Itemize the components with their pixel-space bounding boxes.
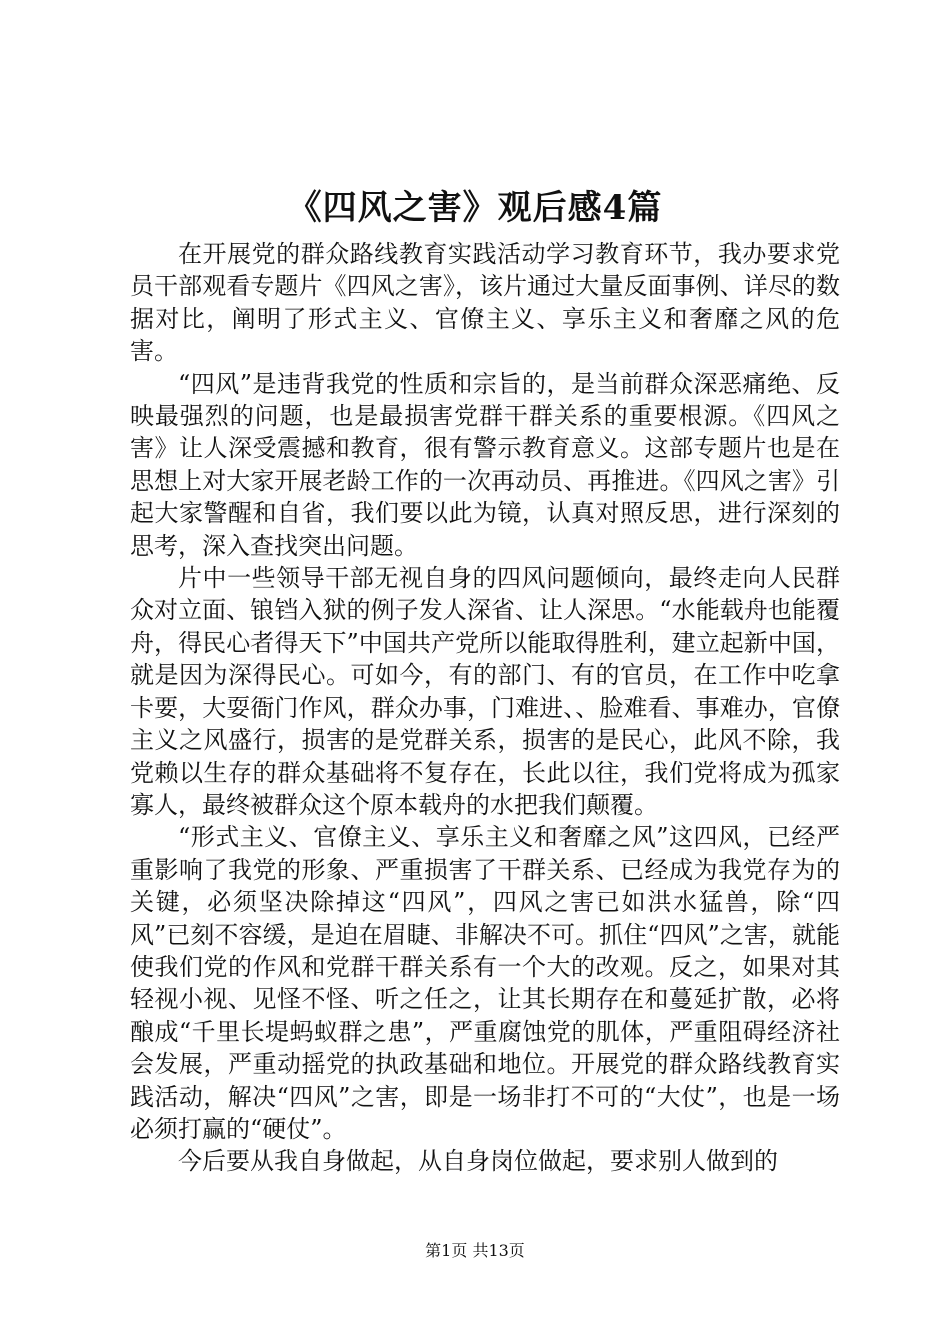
paragraph-3: 片中一些领导干部无视自身的四风问题倾向，最终走向人民群众对立面、锒铛入狱的例子发人深省、让人深思。“水能载舟也能覆舟，得民心者得天下”中国共产党所以能取得胜利，建立起新中国，就是因为深得民心。可如今，有的部门、有的官员，在工作中吃拿卡要，大耍衙门作风，群众办事，门难进、、脸难看、事难办，官僚主义之风盛行，损害的是党群关系，损害的是民心，此风不除，我党赖以生存的群众基础将不复存在，长此以往，我们党将成为孤家寡人，最终被群众这个原本载舟的水把我们颠覆。 xyxy=(130,564,840,819)
paragraph-4: “形式主义、官僚主义、享乐主义和奢靡之风”这四风，已经严重影响了我党的形象、严重损害了干群关系、已经成为我党存为的关键，必须坚决除掉这“四风”，四风之害已如洪水猛兽，除“四风”已刻不容缓，是迫在眉睫、非解决不可。抓住“四风”之害，就能使我们党的作风和党群干群关系有一个大的改观。反之，如果对其轻视小视、见怪不怪、听之任之，让其长期存在和蔓延扩散，必将酿成“千里长堤蚂蚁群之患”，严重腐蚀党的肌体，严重阻碍经济社会发展，严重动摇党的执政基础和地位。开展党的群众路线教育实践活动，解决“四风”之害，即是一场非打不可的“大仗”，也是一场必须打赢的“硬仗”。 xyxy=(130,823,840,1143)
paragraph-5: 今后要从我自身做起，从自身岗位做起，要求别人做到的 xyxy=(178,1147,778,1176)
document-title: 《四风之害》观后感4篇 xyxy=(287,188,663,228)
paragraph-1: 在开展党的群众路线教育实践活动学习教育环节，我办要求党员干部观看专题片《四风之害》，该片通过大量反面事例、详尽的数据对比，阐明了形式主义、官僚主义、享乐主义和奢靡之风的危害。 xyxy=(130,240,840,366)
document-body xyxy=(130,238,840,1178)
page-footer: 第1页 共13页 xyxy=(425,1241,525,1260)
paragraph-2: “四风”是违背我党的性质和宗旨的，是当前群众深恶痛绝、反映最强烈的问题，也是最损害党群干群关系的重要根源。《四风之害》让人深受震撼和教育，很有警示教育意义。这部专题片也是在思想上对大家开展老龄工作的一次再动员、再推进。《四风之害》引起大家警醒和自省，我们要以此为镜，认真对照反思，进行深刻的思考，深入查找突出问题。 xyxy=(130,369,840,560)
